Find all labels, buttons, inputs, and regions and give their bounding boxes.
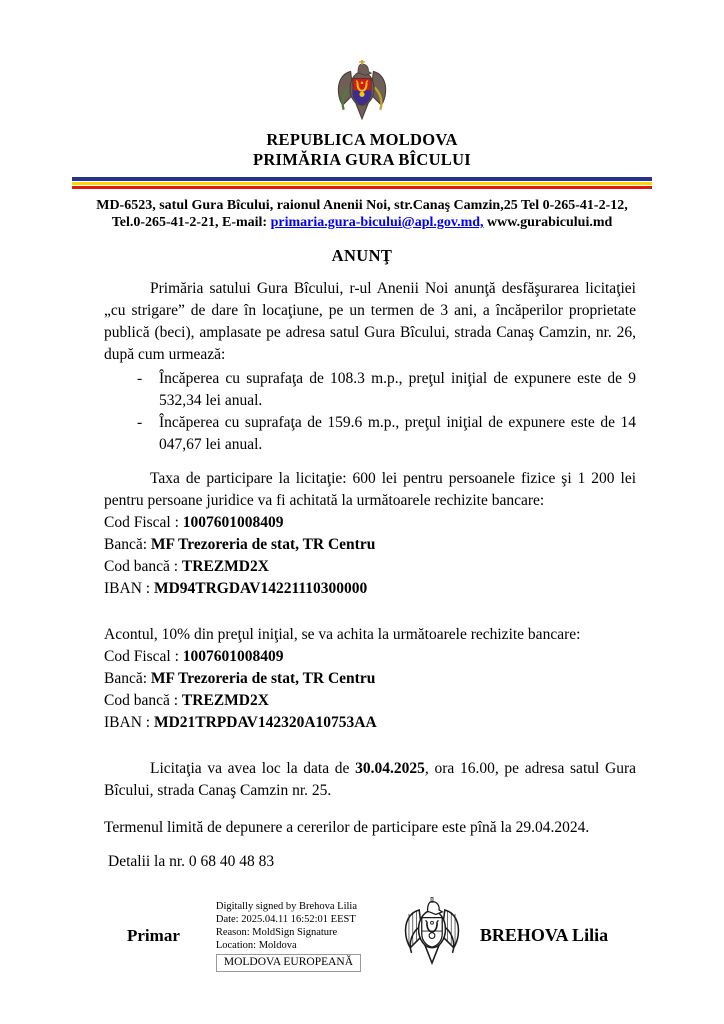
intro-paragraph: Primăria satului Gura Bîcului, r-ul Anenii Noi anunţă desfăşurarea licitaţiei „cu strigare” de dare în locaţiune, pe un termen de 3 ani, a încăperilor proprietate publică (beci), amplasate pe adresa satul Gura Bîcului, strada Canaş Camzin, nr. 26, după cum urmează: (104, 280, 636, 363)
bank-details-advance (104, 646, 636, 734)
auction-date: 30.04.2025 (355, 760, 425, 777)
bank-row-cod-banca: Cod bancă : TREZMD2X (104, 558, 269, 575)
bank-row-iban: IBAN : MD94TRGDAV14221110300000 (104, 580, 368, 597)
lot-text: Încăperea cu suprafaţa de 159.6 m.p., preţul iniţial de expunere este de 14 047,67 lei anual. (159, 414, 636, 453)
bank-details-fee (104, 512, 636, 600)
digital-signature-line: Location: Moldova (215, 939, 297, 951)
address-block (0, 197, 724, 231)
lot-text: Încăperea cu suprafaţa de 108.3 m.p., preţul iniţial de expunere este de 9 532,34 lei anual. (159, 370, 636, 409)
signature-stamp: MOLDOVA EUROPEANĂ (216, 954, 361, 972)
flag-stripe-red (72, 186, 652, 189)
bank-row-cod-fiscal: Cod Fiscal : 1007601008409 (104, 648, 284, 665)
bank-row-cod-banca: Cod bancă : TREZMD2X (104, 692, 269, 709)
signature-row (104, 897, 636, 974)
digital-signature-line: Digitally signed by Brehova Lilia (215, 900, 357, 912)
bank-row-cod-fiscal: Cod Fiscal : 1007601008409 (104, 514, 284, 531)
advance-paragraph: Acontul, 10% din preţul iniţial, se va achita la următoarele rechizite bancare: (104, 626, 581, 643)
lot-item (137, 368, 636, 412)
moldova-coat-of-arms-outline-icon (400, 897, 464, 969)
lot-marker: - (137, 370, 143, 387)
document-header (0, 0, 724, 231)
bank-row-banca: Bancă: MF Trezoreria de stat, TR Centru (104, 670, 376, 687)
digital-signature-line: Date: 2025.04.11 16:52:01 EEST (215, 913, 356, 925)
document-body (104, 278, 636, 873)
lot-item (137, 412, 636, 456)
signer-name: BREHOVA Lilia (479, 925, 609, 945)
auction-paragraph: Licitaţia va avea loc la data de 30.04.2025, ora 16.00, pe adresa satul Gura Bîcului, strada Canaş Camzin nr. 25. (104, 760, 636, 799)
coat-of-arms-wrap (0, 60, 724, 124)
signer-role: Primar (127, 925, 180, 945)
flag-divider (72, 177, 652, 189)
digital-signature-block (216, 900, 392, 972)
address-line-1: MD-6523, satul Gura Bîcului, raionul Anenii Noi, str.Canaş Camzin,25 Tel 0-265-41-2-12, (96, 198, 628, 213)
address-line-2: Tel.0-265-41-2-21, E-mail: primaria.gura-bicului@apl.gov.md, www.gurabicului.md (111, 215, 613, 230)
page-title: ANUNŢ (331, 246, 393, 265)
email-link[interactable]: primaria.gura-bicului@apl.gov.md, (270, 215, 484, 230)
fee-paragraph: Taxa de participare la licitaţie: 600 lei pentru persoanele fizice şi 1 200 lei pentru persoane juridice va fi achitată la următoarele rechizite bancare: (104, 470, 636, 509)
bank-row-iban: IBAN : MD21TRPDAV142320A10753AA (104, 714, 377, 731)
signature-seal-wrap (400, 897, 464, 974)
bank-row-banca: Bancă: MF Trezoreria de stat, TR Centru (104, 536, 376, 553)
moldova-coat-of-arms-icon (332, 60, 392, 124)
deadline-paragraph: Termenul limită de depunere a cererilor de participare este pînă la 29.04.2024. (104, 819, 590, 836)
contact-paragraph: Detalii la nr. 0 68 40 48 83 (108, 853, 275, 870)
country-name: REPUBLICA MOLDOVA (266, 130, 458, 149)
digital-signature-line: Reason: MoldSign Signature (215, 926, 338, 938)
lot-marker: - (137, 414, 143, 431)
lot-list (104, 368, 636, 456)
institution-name: PRIMĂRIA GURA BÎCULUI (252, 150, 472, 169)
